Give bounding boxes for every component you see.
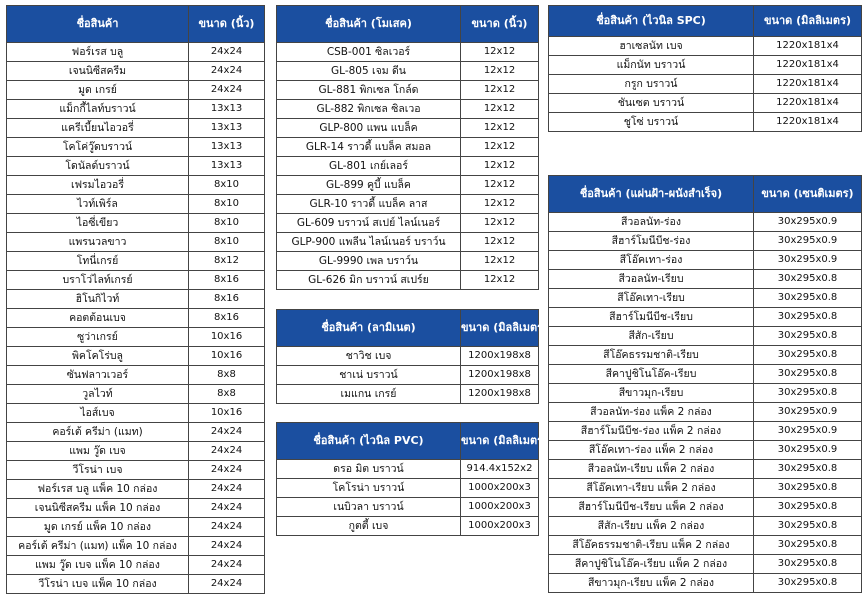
product-size-cell: 1000x200x3 (461, 498, 539, 517)
size-column-header: ขนาด (มิลลิเมตร) (461, 423, 539, 460)
table-row (7, 499, 265, 518)
product-name-cell: บราโว่ไลท์เกรย์ (7, 271, 189, 290)
product-size-cell: 30x295x0.8 (754, 555, 862, 574)
product-name-cell: ชาวิช เบจ (277, 347, 461, 366)
product-name-cell: GL-801 เกย์เลอร์ (277, 157, 461, 176)
table-row (277, 517, 539, 536)
product-size-cell: 1200x198x8 (461, 366, 539, 385)
product-name-cell: สีโอ๊คเทา-เรียบ แพ็ค 2 กล่อง (549, 479, 754, 498)
table-row (549, 213, 862, 232)
product-size-cell: 8x12 (189, 252, 265, 271)
product-name-cell: สีขาวมุก-เรียบ (549, 384, 754, 403)
product-name-cell: ไวท์เพิร์ล (7, 195, 189, 214)
product-size-cell: 1200x198x8 (461, 347, 539, 366)
table-row (549, 251, 862, 270)
product-size-cell: 30x295x0.8 (754, 498, 862, 517)
product-name-cell: ชาเน่ บราวน์ (277, 366, 461, 385)
product-name-cell: วูลไวท์ (7, 385, 189, 404)
product-name-cell: สีฮาร์โมนีบีช-ร่อง แพ็ค 2 กล่อง (549, 422, 754, 441)
product-size-cell: 30x295x0.9 (754, 251, 862, 270)
table-row (7, 195, 265, 214)
table-row (277, 252, 539, 271)
name-column-header: ชื่อสินค้า (ไวนิล PVC) (277, 423, 461, 460)
table-header-row (277, 423, 539, 460)
mosaic-table (276, 5, 539, 290)
table-row (549, 403, 862, 422)
table-row (549, 289, 862, 308)
table-row (549, 308, 862, 327)
product-size-cell: 1000x200x3 (461, 517, 539, 536)
product-size-cell: 24x24 (189, 537, 265, 556)
table-row (277, 81, 539, 100)
product-name-cell: เจนนิซีสครีม (7, 62, 189, 81)
product-name-cell: ฮาเซลนัท เบจ (549, 37, 754, 56)
product-name-cell: สีโอ๊คเทา-ร่อง แพ็ค 2 กล่อง (549, 441, 754, 460)
table-row (549, 460, 862, 479)
product-name-cell: แพม วู๊ด เบจ (7, 442, 189, 461)
product-name-cell: โทนี่เกรย์ (7, 252, 189, 271)
product-name-cell: โคโรน่า บราวน์ (277, 479, 461, 498)
product-size-cell: 13x13 (189, 100, 265, 119)
vinyl-spc-table (548, 5, 862, 132)
table-row (277, 43, 539, 62)
product-size-cell: 8x10 (189, 214, 265, 233)
product-name-cell: ฟอร์เรส บลู (7, 43, 189, 62)
product-size-cell: 12x12 (461, 271, 539, 290)
product-name-cell: เนบิวลา บราวน์ (277, 498, 461, 517)
size-column-header: ขนาด (นิ้ว) (189, 6, 265, 43)
product-name-cell: โดนัลด์บราวน์ (7, 157, 189, 176)
table-row (549, 479, 862, 498)
table-row (7, 271, 265, 290)
table-row (277, 271, 539, 290)
product-name-cell: GL-626 มิก บราวน์ สเปร์ย (277, 271, 461, 290)
table-header-row (549, 176, 862, 213)
table-row (7, 138, 265, 157)
laminate-table (276, 309, 549, 404)
table-row (277, 479, 539, 498)
table-row (277, 176, 539, 195)
table-row (549, 498, 862, 517)
table-header-row (7, 6, 265, 43)
product-size-cell: 30x295x0.9 (754, 232, 862, 251)
table-row (7, 176, 265, 195)
table-row (7, 119, 265, 138)
table-row (7, 537, 265, 556)
product-name-cell: สีฮาร์โมนีบีช-เรียบ แพ็ค 2 กล่อง (549, 498, 754, 517)
product-size-cell: 30x295x0.8 (754, 308, 862, 327)
table-row (549, 37, 862, 56)
name-column-header: ชื่อสินค้า (โมเสค) (277, 6, 461, 43)
table-row (7, 214, 265, 233)
product-size-cell: 12x12 (461, 195, 539, 214)
product-size-cell: 30x295x0.8 (754, 536, 862, 555)
table-header-row (277, 6, 539, 43)
product-name-cell: สีโอ๊คเทา-เรียบ (549, 289, 754, 308)
product-size-cell: 30x295x0.8 (754, 574, 862, 593)
product-name-cell: กรูก บราวน์ (549, 75, 754, 94)
product-name-cell: สีคาปูชิโนโอ๊ค-เรียบ แพ็ค 2 กล่อง (549, 555, 754, 574)
table-row (549, 384, 862, 403)
product-name-cell: คอร์เต้ ครีม่า (แมท) แพ็ค 10 กล่อง (7, 537, 189, 556)
product-size-cell: 8x8 (189, 385, 265, 404)
table-row (7, 62, 265, 81)
product-name-cell: แครีเบี้ยนไอวอรี่ (7, 119, 189, 138)
table-header-row (277, 310, 539, 347)
product-size-cell: 12x12 (461, 138, 539, 157)
product-name-cell: ซูว่าเกรย์ (7, 328, 189, 347)
product-name-cell: มูด เกรย์ แพ็ค 10 กล่อง (7, 518, 189, 537)
product-name-cell: วีโรน่า เบจ (7, 461, 189, 480)
product-size-cell: 12x12 (461, 62, 539, 81)
product-size-cell: 1220x181x4 (754, 94, 862, 113)
table-row (7, 252, 265, 271)
product-size-cell: 13x13 (189, 157, 265, 176)
product-name-cell: GLP-800 แพน แบล็ค (277, 119, 461, 138)
table-row (277, 347, 539, 366)
product-name-cell: GLR-14 ราวดี้ แบล็ค สมอล (277, 138, 461, 157)
product-size-cell: 24x24 (189, 43, 265, 62)
table-row (277, 119, 539, 138)
product-size-cell: 24x24 (189, 81, 265, 100)
table-row (7, 100, 265, 119)
product-size-cell: 12x12 (461, 214, 539, 233)
name-column-header: ชื่อสินค้า (แผ่นฝ้า-ผนังสำเร็จ) (549, 176, 754, 213)
product-name-cell: สีสัก-เรียบ แพ็ค 2 กล่อง (549, 517, 754, 536)
product-size-cell: 24x24 (189, 499, 265, 518)
product-size-cell: 24x24 (189, 461, 265, 480)
product-size-cell: 30x295x0.8 (754, 365, 862, 384)
table-row (549, 270, 862, 289)
product-name-cell: ซันฟลาวเวอร์ (7, 366, 189, 385)
table-row (277, 62, 539, 81)
product-size-cell: 12x12 (461, 157, 539, 176)
product-size-cell: 1220x181x4 (754, 37, 862, 56)
product-name-cell: โคโค่วู๊ดบราวน์ (7, 138, 189, 157)
table-row (7, 366, 265, 385)
product-size-cell: 30x295x0.8 (754, 479, 862, 498)
product-size-cell: 30x295x0.8 (754, 384, 862, 403)
product-size-cell: 13x13 (189, 138, 265, 157)
name-column-header: ชื่อสินค้า (ลามิเนต) (277, 310, 461, 347)
product-size-cell: 30x295x0.9 (754, 403, 862, 422)
table-row (277, 385, 539, 404)
table-row (549, 422, 862, 441)
table-row (549, 441, 862, 460)
table-row (549, 517, 862, 536)
table-row (549, 56, 862, 75)
table-row (549, 232, 862, 251)
product-name-cell: GL-805 เจม ดีน (277, 62, 461, 81)
table-row (7, 328, 265, 347)
product-size-cell: 8x16 (189, 271, 265, 290)
product-size-cell: 1220x181x4 (754, 56, 862, 75)
tiles-table (6, 5, 265, 594)
size-column-header: ขนาด (เซนติเมตร) (754, 176, 862, 213)
table-row (7, 309, 265, 328)
table-row (549, 365, 862, 384)
product-size-cell: 24x24 (189, 442, 265, 461)
product-size-cell: 12x12 (461, 81, 539, 100)
table-row (277, 498, 539, 517)
product-name-cell: สีวอลนัท-เรียบ (549, 270, 754, 289)
product-size-cell: 1000x200x3 (461, 479, 539, 498)
table-row (7, 81, 265, 100)
table-row (7, 347, 265, 366)
product-size-cell: 30x295x0.8 (754, 289, 862, 308)
product-size-cell: 12x12 (461, 43, 539, 62)
product-name-cell: พิคโคโร่บลู (7, 347, 189, 366)
product-size-cell: 8x10 (189, 233, 265, 252)
table-row (277, 100, 539, 119)
product-size-cell: 8x16 (189, 309, 265, 328)
product-size-cell: 12x12 (461, 119, 539, 138)
product-name-cell: สีฮาร์โมนีบีช-เรียบ (549, 308, 754, 327)
product-name-cell: แพม วู๊ด เบจ แพ็ค 10 กล่อง (7, 556, 189, 575)
product-name-cell: ดรอ มิต บราวน์ (277, 460, 461, 479)
table-row (7, 157, 265, 176)
product-size-cell: 30x295x0.8 (754, 270, 862, 289)
product-size-cell: 24x24 (189, 575, 265, 594)
table-row (549, 75, 862, 94)
product-name-cell: มูด เกรย์ (7, 81, 189, 100)
table-row (549, 327, 862, 346)
product-size-cell: 30x295x0.9 (754, 422, 862, 441)
table-row (7, 480, 265, 499)
table-row (277, 460, 539, 479)
product-size-cell: 24x24 (189, 62, 265, 81)
table-row (7, 442, 265, 461)
product-size-cell: 12x12 (461, 176, 539, 195)
table-row (7, 385, 265, 404)
product-name-cell: สีวอลนัท-ร่อง (549, 213, 754, 232)
product-size-cell: 1200x198x8 (461, 385, 539, 404)
product-size-cell: 24x24 (189, 423, 265, 442)
table-row (7, 233, 265, 252)
product-name-cell: GLR-10 ราวดี้ แบล็ค ลาส (277, 195, 461, 214)
table-row (7, 575, 265, 594)
table-row (7, 556, 265, 575)
product-name-cell: GL-9990 เพล บราว์น (277, 252, 461, 271)
product-name-cell: CSB-001 ซิลเวอร์ (277, 43, 461, 62)
product-name-cell: สีสัก-เรียบ (549, 327, 754, 346)
product-size-cell: 8x10 (189, 176, 265, 195)
product-name-cell: สีโอ๊คธรรมชาติ-เรียบ แพ็ค 2 กล่อง (549, 536, 754, 555)
product-name-cell: GL-609 บราวน์ สเปย์ ไลน์เนอร์ (277, 214, 461, 233)
product-name-cell: เมแกน เกรย์ (277, 385, 461, 404)
product-name-cell: สีขาวมุก-เรียบ แพ็ค 2 กล่อง (549, 574, 754, 593)
product-name-cell: แม็กกี้ไลท์บราวน์ (7, 100, 189, 119)
size-column-header: ขนาด (มิลลิเมตร) (461, 310, 539, 347)
product-name-cell: GLP-900 แพลีน ไลน์เนอร์ บราว์น (277, 233, 461, 252)
product-name-cell: ชันเซต บราวน์ (549, 94, 754, 113)
product-size-cell: 24x24 (189, 480, 265, 499)
table-row (7, 518, 265, 537)
product-name-cell: ฮิโนกิไวท์ (7, 290, 189, 309)
product-name-cell: เจนนิซีสครีม แพ็ค 10 กล่อง (7, 499, 189, 518)
table-row (277, 157, 539, 176)
product-size-cell: 1220x181x4 (754, 113, 862, 132)
product-name-cell: สีวอลนัท-ร่อง แพ็ค 2 กล่อง (549, 403, 754, 422)
product-name-cell: ไอส์เบจ (7, 404, 189, 423)
product-name-cell: GL-882 พิกเซล ซิลเวอ (277, 100, 461, 119)
table-row (277, 214, 539, 233)
product-size-cell: 10x16 (189, 347, 265, 366)
table-row (7, 404, 265, 423)
product-size-cell: 30x295x0.9 (754, 441, 862, 460)
vinyl-pvc-table (276, 422, 549, 536)
product-name-cell: สีโอ๊คเทา-ร่อง (549, 251, 754, 270)
table-row (549, 536, 862, 555)
product-size-cell: 8x10 (189, 195, 265, 214)
product-name-cell: คอร์เต้ ครีม่า (แมท) (7, 423, 189, 442)
product-name-cell: กูตตี้ เบจ (277, 517, 461, 536)
product-size-cell: 30x295x0.8 (754, 517, 862, 536)
product-size-cell: 24x24 (189, 518, 265, 537)
product-size-cell: 914.4x152x2 (461, 460, 539, 479)
product-size-cell: 1220x181x4 (754, 75, 862, 94)
table-row (277, 366, 539, 385)
product-name-cell: ชูโซ่ บราวน์ (549, 113, 754, 132)
name-column-header: ชื่อสินค้า (ไวนิล SPC) (549, 6, 754, 37)
size-column-header: ขนาด (มิลลิเมตร) (754, 6, 862, 37)
product-size-cell: 30x295x0.8 (754, 346, 862, 365)
table-row (549, 574, 862, 593)
name-column-header: ชื่อสินค้า (7, 6, 189, 43)
product-size-cell: 10x16 (189, 328, 265, 347)
product-name-cell: GL-899 คูบี้ แบล็ค (277, 176, 461, 195)
table-row (7, 43, 265, 62)
product-name-cell: สีฮาร์โมนีบีช-ร่อง (549, 232, 754, 251)
product-name-cell: ฟอร์เรส บลู แพ็ค 10 กล่อง (7, 480, 189, 499)
product-name-cell: คอตต้อนเบจ (7, 309, 189, 328)
table-row (549, 555, 862, 574)
product-size-cell: 13x13 (189, 119, 265, 138)
table-header-row (549, 6, 862, 37)
table-row (549, 113, 862, 132)
table-row (7, 290, 265, 309)
table-row (549, 346, 862, 365)
product-name-cell: GL-881 พิกเซล โกล์ด (277, 81, 461, 100)
table-row (7, 461, 265, 480)
product-name-cell: สีโอ๊คธรรมชาติ-เรียบ (549, 346, 754, 365)
table-row (277, 138, 539, 157)
panels-table (548, 175, 862, 593)
product-name-cell: สีวอลนัท-เรียบ แพ็ค 2 กล่อง (549, 460, 754, 479)
table-row (277, 195, 539, 214)
product-size-cell: 12x12 (461, 100, 539, 119)
product-size-cell: 24x24 (189, 556, 265, 575)
product-size-cell: 12x12 (461, 233, 539, 252)
size-column-header: ขนาด (นิ้ว) (461, 6, 539, 43)
product-size-cell: 30x295x0.8 (754, 327, 862, 346)
product-name-cell: แม็กนัท บราวน์ (549, 56, 754, 75)
product-name-cell: ไอซี่เขียว (7, 214, 189, 233)
product-name-cell: เฟรมไอวอรี่ (7, 176, 189, 195)
table-row (277, 233, 539, 252)
product-size-cell: 8x8 (189, 366, 265, 385)
table-row (549, 94, 862, 113)
table-row (7, 423, 265, 442)
product-name-cell: แพรนวลขาว (7, 233, 189, 252)
product-name-cell: สีคาปูชิโนโอ๊ค-เรียบ (549, 365, 754, 384)
product-size-cell: 10x16 (189, 404, 265, 423)
product-size-cell: 30x295x0.8 (754, 460, 862, 479)
product-name-cell: วีโรน่า เบจ แพ็ค 10 กล่อง (7, 575, 189, 594)
product-size-cell: 8x16 (189, 290, 265, 309)
product-size-cell: 12x12 (461, 252, 539, 271)
product-size-cell: 30x295x0.9 (754, 213, 862, 232)
